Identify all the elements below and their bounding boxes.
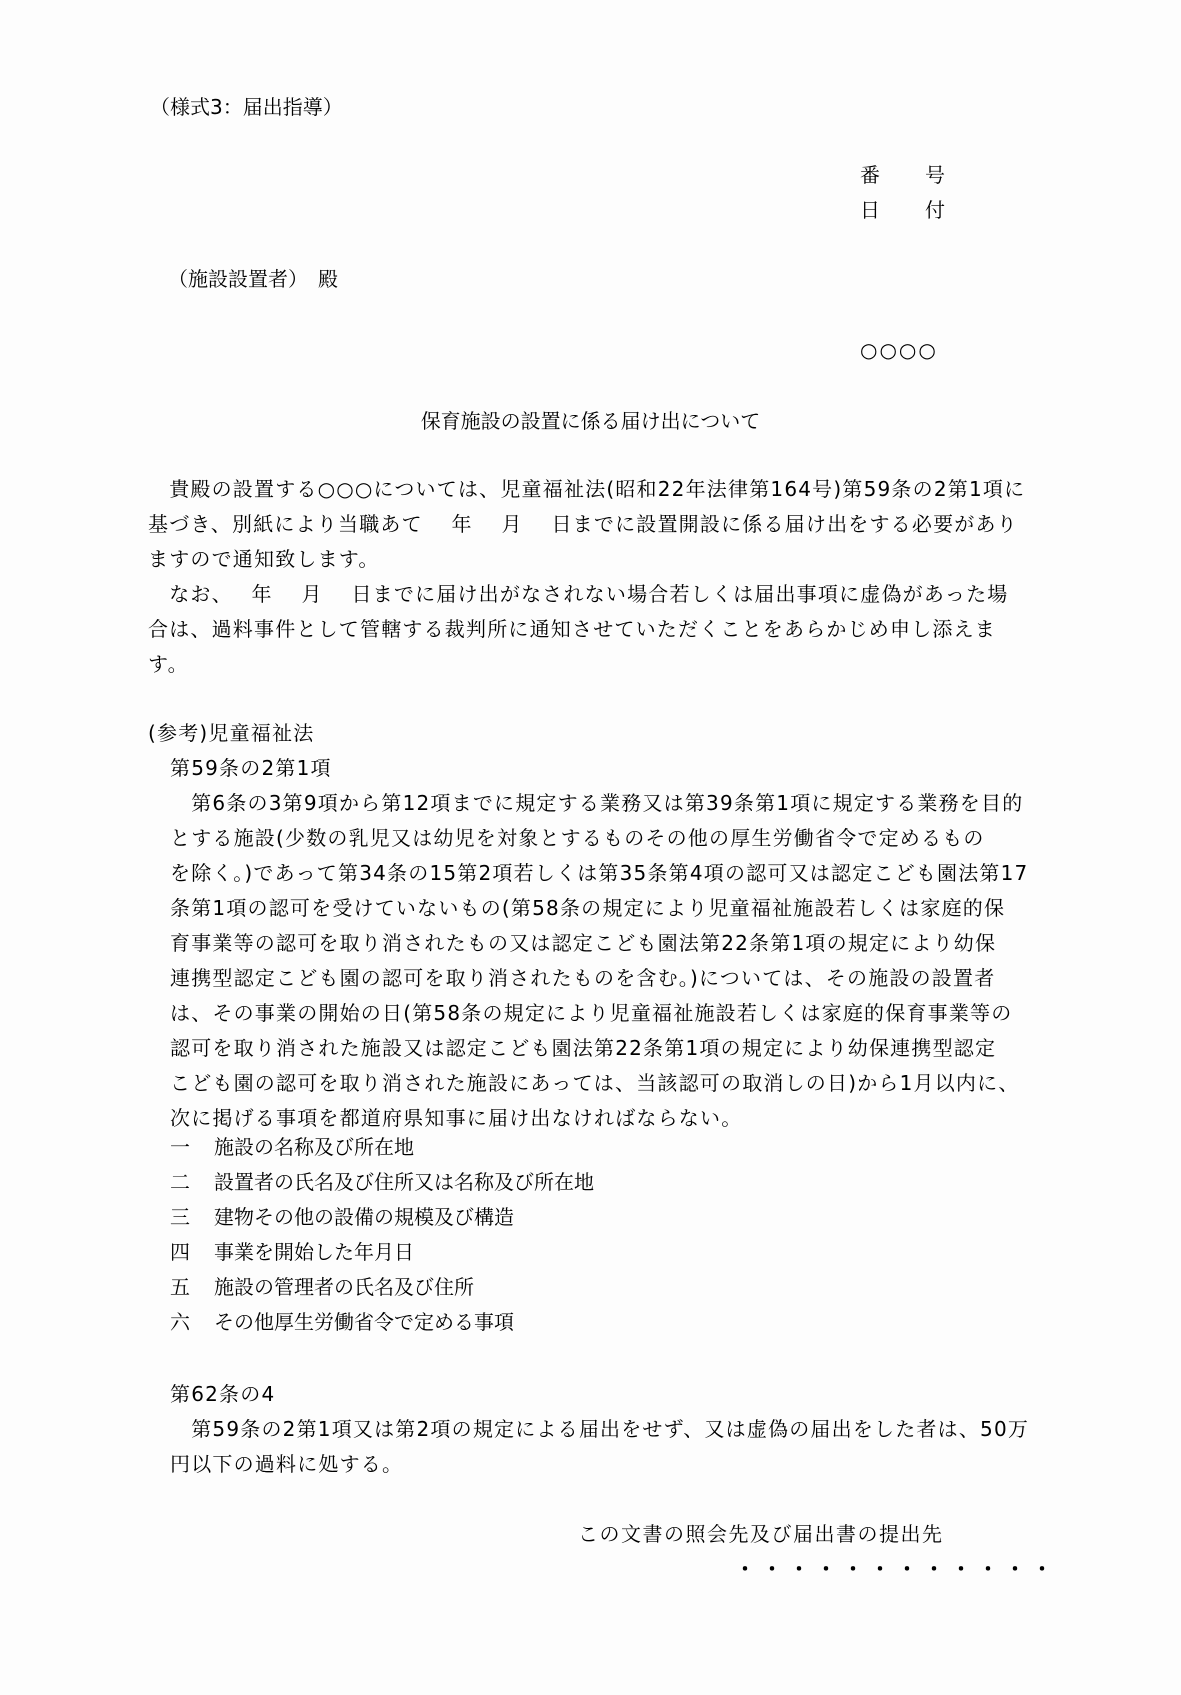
item-number: 五 — [170, 1275, 190, 1299]
ref-number-label-1: 番 — [860, 163, 880, 187]
item-text: 建物その他の設備の規模及び構造 — [214, 1205, 514, 1229]
paragraph-line: す。 — [148, 652, 189, 676]
paragraph-line: 合は、過料事件として管轄する裁判所に通知させていただくことをあらかじめ申し添えま — [148, 617, 996, 641]
article-line: 円以下の過料に処する。 — [170, 1452, 404, 1476]
contact-label: この文書の照会先及び届出書の提出先 — [578, 1522, 944, 1546]
ref-number-row — [860, 158, 945, 193]
document-title: 保育施設の設置に係る届け出について — [420, 409, 761, 433]
article-line: 次に掲げる事項を都道府県知事に届け出なければならない。 — [170, 1106, 743, 1130]
item-text: 施設の名称及び所在地 — [214, 1135, 414, 1159]
form-label: （様式3：届出指導） — [150, 95, 343, 119]
article-title: 第62条の4 — [170, 1382, 276, 1406]
article-title: 第59条の2第1項 — [170, 756, 332, 780]
article-line: を除く。)であって第34条の15第2項若しくは第35条第4項の認可又は認定こども園法第17 — [170, 861, 1029, 885]
article-line: こども園の認可を取り消された施設にあっては、当該認可の取消しの日)から1月以内に、 — [170, 1071, 1020, 1095]
sender: ○○○○ — [860, 338, 938, 362]
ref-date-row — [860, 193, 945, 228]
contact-placeholder: ・・・・・・・・・・・・ — [735, 1557, 1059, 1581]
article-line: 第6条の3第9項から第12項までに規定する業務又は第39条第1項に規定する業務を目的 — [170, 791, 1024, 815]
paragraph-line: 貴殿の設置する○○○については、児童福祉法(昭和22年法律第164号)第59条の2第1項に — [148, 477, 1026, 501]
article-line: は、その事業の開始の日(第58条の規定により児童福祉施設若しくは家庭的保育事業等の — [170, 1001, 1013, 1025]
item-text: 施設の管理者の氏名及び住所 — [214, 1275, 474, 1299]
article-line: 連携型認定こども園の認可を取り消されたものを含む。)については、その施設の設置者 — [170, 966, 996, 990]
item-number: 四 — [170, 1240, 190, 1264]
paragraph-notice — [148, 472, 1033, 577]
list-item — [170, 1130, 1055, 1165]
paragraph-line: 基づき、別紙により当職あて 年 月 日までに設置開設に係る届け出をする必要があり — [148, 512, 1018, 536]
paragraph-line: ますので通知致します。 — [148, 547, 380, 571]
article-59-2-text — [148, 786, 1033, 1136]
list-item — [170, 1305, 1055, 1340]
article-line: 認可を取り消された施設又は認定こども園法第22条第1項の規定により幼保連携型認定 — [170, 1036, 997, 1060]
item-number: 六 — [170, 1310, 190, 1334]
item-number: 一 — [170, 1135, 190, 1159]
item-text: 設置者の氏名及び住所又は名称及び所在地 — [214, 1170, 594, 1194]
article-items-list — [170, 1130, 1055, 1340]
article-line: 育事業等の認可を取り消されたもの又は認定こども園法第22条第1項の規定により幼保 — [170, 931, 997, 955]
article-62-4-section — [148, 1377, 1055, 1482]
list-item — [170, 1235, 1055, 1270]
ref-date-label-1: 日 — [860, 198, 880, 222]
article-line: 第59条の2第1項又は第2項の規定による届出をせず、又は虚偽の届出をした者は、50万 — [170, 1417, 1030, 1441]
item-text: 事業を開始した年月日 — [214, 1240, 414, 1264]
list-item — [170, 1200, 1055, 1235]
article-line: とする施設(少数の乳児又は幼児を対象とするものその他の厚生労働省令で定めるもの — [170, 826, 985, 850]
item-text: その他厚生労働省令で定める事項 — [214, 1310, 514, 1334]
ref-date-label-2: 付 — [925, 198, 945, 222]
paragraph-line: なお、 年 月 日までに届け出がなされない場合若しくは届出事項に虚偽があった場 — [148, 582, 1009, 606]
reference-section — [148, 716, 1033, 1136]
list-item — [170, 1270, 1055, 1305]
list-item — [170, 1165, 1055, 1200]
article-line: 条第1項の認可を受けていないもの(第58条の規定により児童福祉施設若しくは家庭的保 — [170, 896, 1006, 920]
addressee: （施設設置者） 殿 — [168, 267, 338, 291]
item-number: 三 — [170, 1205, 190, 1229]
paragraph-warning — [148, 577, 1033, 682]
reference-heading: (参考)児童福祉法 — [148, 721, 315, 745]
ref-number-label-2: 号 — [925, 163, 945, 187]
item-number: 二 — [170, 1170, 190, 1194]
reference-info-block — [860, 158, 945, 228]
